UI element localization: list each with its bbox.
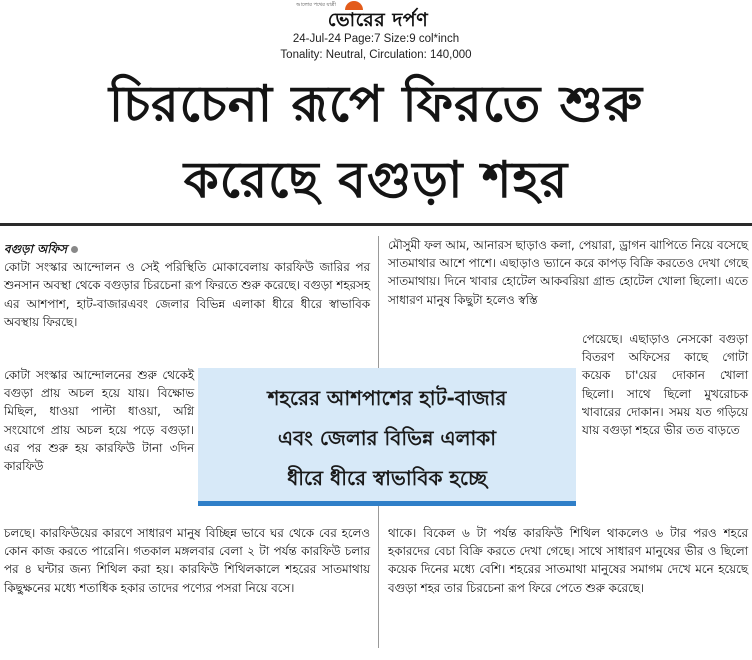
left-bottom-paragraph: চলছে। কারফিউয়ের কারণে সাধারণ মানুষ বিচ্ছিন্ন ভাবে ঘর থেকে বের হলেও কোন কাজ করতে পারেনি। গতকাল মঙ্গলবার বেলা ২ টা পর্যন্ত কারফিউ চলার পর ৪ ঘন্টার জন্য শিথিল করা হয়। কারফিউ শিথিলকালে শহরের সাতমাথায় কিছুক্ষনের মধ্যে শতাধিক হকার তাদের পণ্যের পসরা নিয়ে বসে। [4, 526, 370, 595]
pull-quote-line-1: শহরের আশপাশের হাট-বাজার [267, 386, 507, 410]
clipping-meta-tonality: Tonality: Neutral, Circulation: 140,000 [280, 49, 472, 61]
pull-quote-line-3: ধীরে ধীরে স্বাভাবিক হচ্ছে [287, 466, 487, 490]
headline-line-1: চিরচেনা রূপে ফিরতে শুরু [108, 75, 644, 133]
headline-rule [0, 223, 752, 226]
clipping-meta-date: 24-Jul-24 Page:7 Size:9 col*inch [292, 33, 460, 45]
bullet-dot-icon [71, 246, 78, 253]
pull-quote-line-2: এবং জেলার বিভিন্ন এলাকা [277, 426, 497, 450]
pull-quote [198, 368, 576, 506]
right-paragraph-1: মৌসুমী ফল আম, আনারস ছাড়াও কলা, পেয়ারা, ড্রাগন ঝাপিতে নিয়ে বসেছে সাতমাথার আশে পাশে। এছাড়াও ভ্যানে করে কাপড় বিক্রি করতেও দেখা গেছে সাতমাথায়। দিনে খাবার হোটেল আকবরিয়া গ্রান্ড হোটেল খোলা ছিলো। এতে সাধারণ মানুষ কিছুটা হলেও স্বস্তি [388, 238, 748, 307]
right-narrow-paragraph: পেয়েছে। এছাড়াও নেসকো বগুড়া বিতরণ অফিসের কাছে গোটা কয়েক চা'য়ের দোকান খোলা ছিলো। সাথে ছিলো মুখরোচক খাবারের দোকান। সময় যত গড়িয়ে যায় বগুড়া শহরে ভীর তত বাড়তে [582, 332, 748, 438]
left-narrow-paragraph: কোটা সংস্কার আন্দোলনের শুরু থেকেই বগুড়া প্রায় অচল হয়ে যায়। বিক্ষোভ মিছিল, ধাওয়া পাল্টা ধাওয়া, অগ্নি সংযোগে প্রায় অচল হয়ে পড়ে বগুড়া। এর পর শুরু হয় কারফিউ টানা ৩দিন কারফিউ [4, 368, 194, 474]
article-headline [20, 66, 732, 218]
masthead-tagline: আলোর পথের যাত্রী [296, 2, 336, 8]
left-paragraph-1: কোটা সংস্কার আন্দোলন ও সেই পরিস্থিতি মোকাবেলায় কারফিউ জারির পর শুনসান অবস্থা থেকে বগুড়ার চিরচেনা রূপ ফিরতে শুরু করেছে। বগুড়া শহরসহ এর আশপাশ, হাট-বাজারএবং জেলার বিভিন্ন এলাকা ধীরে ধীরে স্বাভাবিক অবস্থায় ফিরছে। [4, 260, 370, 329]
right-bottom-paragraph: থাকে। বিকেল ৬ টা পর্যন্ত কারফিউ শিথিল থাকলেও ৬ টার পরও শহরে হকারদের বেচা বিক্রি করতে দেখা গেছে। সাথে সাধারণ মানুষের ভীর ও ছিলো কয়েক দিনের মধ্যে বেশি। শহরের সাতমাথা মানুষের সমাগম দেখে মনে হয়েছে বগুড়া শহর তার চিরচেনা রূপ ফিরে পেতে শুরু করেছে। [388, 526, 748, 595]
headline-line-2: করেছে বগুড়া শহর [183, 151, 569, 209]
left-column-top [4, 240, 370, 331]
newspaper-logo: ভোরের দর্পণ [327, 9, 429, 31]
masthead [0, 0, 752, 64]
byline: বগুড়া অফিস [4, 242, 67, 256]
